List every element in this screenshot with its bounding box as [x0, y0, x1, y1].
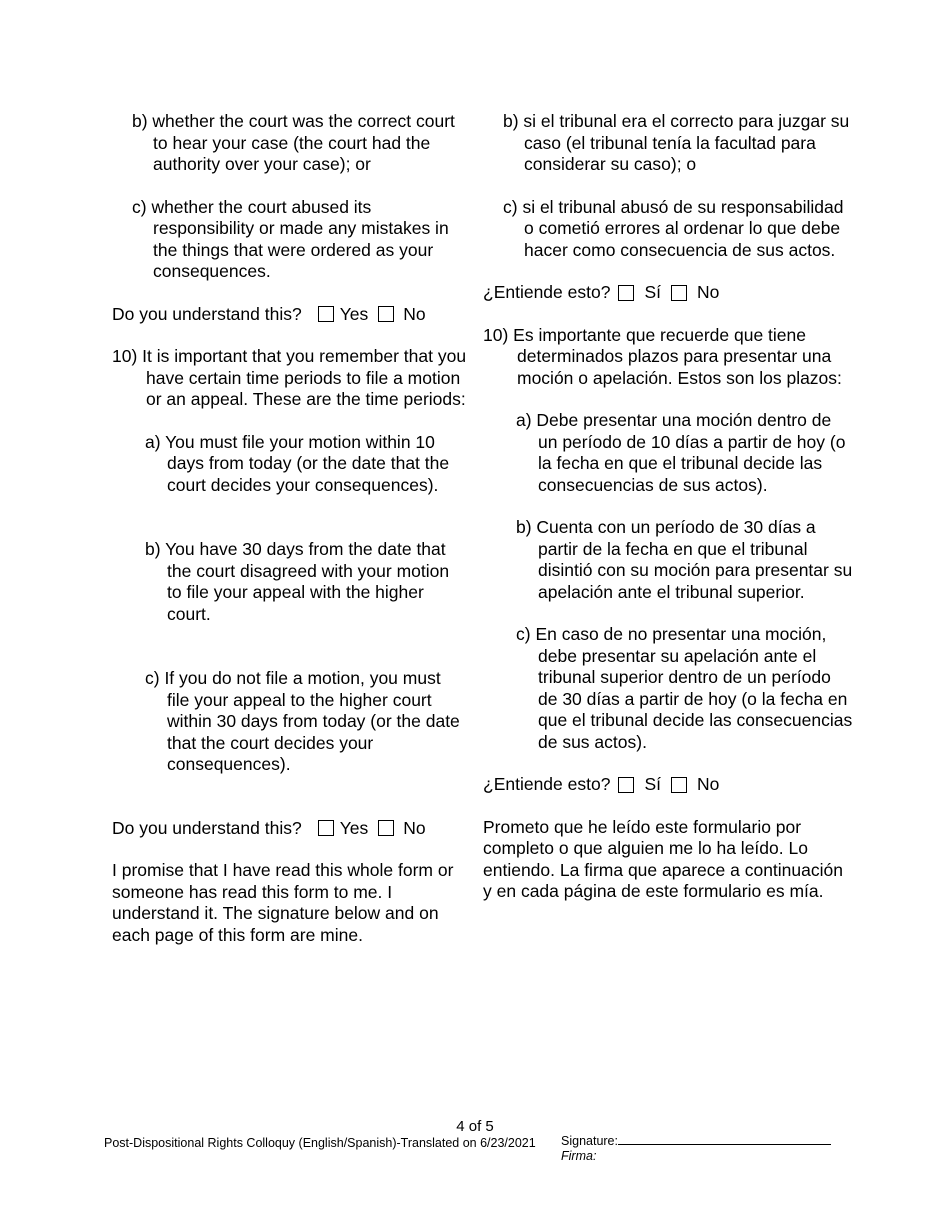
spanish-item-10a: a) Debe presentar una moción dentro de un período de 10 días a partir de hoy (o la fecha en que el tribunal decide las consecuencias de sus actos).: [516, 410, 846, 495]
english-item-10c: c) If you do not file a motion, you must file your appeal to the higher court within 30 days from today (or the date that the court decides your consequences).: [145, 668, 460, 774]
signature-line[interactable]: [618, 1133, 831, 1145]
signature-label: Signature:: [561, 1134, 618, 1148]
spanish-si-checkbox-1[interactable]: [618, 285, 634, 301]
english-item-10b: b) You have 30 days from the date that the court disagreed with your motion to file your appeal with the higher court.: [145, 539, 450, 624]
spanish-item-10b: b) Cuenta con un período de 30 días a partir de la fecha en que el tribunal disintió con su moción para presentar su apelación ante el tribunal superior.: [516, 517, 853, 602]
english-yes-label-1: Yes: [339, 303, 369, 324]
spanish-si-checkbox-2[interactable]: [618, 777, 634, 793]
english-question-2: [112, 818, 467, 840]
firma-label: Firma:: [561, 1149, 597, 1163]
spanish-question-2-label: ¿Entiende esto?: [483, 774, 611, 794]
page-number: 4 of 5: [456, 1118, 494, 1135]
english-item-c: c) whether the court abused its responsibility or made any mistakes in the things that were ordered as your consequences.: [132, 196, 449, 281]
spanish-column: [483, 111, 853, 903]
spanish-item-10c: c) En caso de no presentar una moción, debe presentar su apelación ante el tribunal superior dentro de un período de 30 días a partir de hoy (o la fecha en que el tribunal decide las consecuencias de sus actos).: [516, 624, 853, 752]
spanish-no-checkbox-2[interactable]: [671, 777, 687, 793]
english-question-1: [112, 304, 467, 326]
english-promise: I promise that I have read this whole form or someone has read this form to me. I understand it. The signature below and on each page of this form are mine.: [112, 860, 454, 945]
spanish-question-2: [483, 774, 853, 796]
spanish-question-1: [483, 282, 853, 304]
spanish-no-label-2: No: [697, 774, 720, 794]
english-no-label-1: No: [403, 303, 426, 324]
english-item-10a: a) You must file your motion within 10 days from today (or the date that the court decides your consequences).: [145, 431, 450, 495]
english-no-label-2: No: [403, 817, 426, 838]
english-yes-checkbox-2[interactable]: [318, 820, 334, 836]
english-no-checkbox-1[interactable]: [378, 306, 394, 322]
spanish-si-label-2: Sí: [644, 774, 661, 794]
english-no-checkbox-2[interactable]: [378, 820, 394, 836]
spanish-item-10: 10) Es importante que recuerde que tiene determinados plazos para presentar una moción o apelación. Estos son los plazos:: [483, 324, 842, 388]
spanish-no-label-1: No: [697, 282, 720, 302]
spanish-si-label-1: Sí: [644, 282, 661, 302]
spanish-no-checkbox-1[interactable]: [671, 285, 687, 301]
english-item-10: 10) It is important that you remember that you have certain time periods to file a motion or an appeal. These are the time periods:: [112, 346, 467, 409]
english-item-b: b) whether the court was the correct court to hear your case (the court had the authority over your case); or: [132, 111, 455, 174]
english-yes-checkbox-1[interactable]: [318, 306, 334, 322]
spanish-question-1-label: ¿Entiende esto?: [483, 282, 611, 302]
english-yes-label-2: Yes: [339, 817, 369, 838]
signature-block: [561, 1133, 831, 1164]
english-question-2-label: Do you understand this?: [112, 817, 302, 838]
spanish-item-c: c) si el tribunal abusó de su responsabilidad o cometió errores al ordenar lo que debe hacer como consecuencia de sus actos.: [503, 196, 844, 260]
spanish-promise: Prometo que he leído este formulario por completo o que alguien me lo ha leído. Lo entiendo. La firma que aparece a continuación y en cada página de este formulario es mía.: [483, 816, 843, 901]
english-question-1-label: Do you understand this?: [112, 303, 302, 324]
form-title: Post-Dispositional Rights Colloquy (English/Spanish)-Translated on 6/23/2021: [104, 1136, 536, 1150]
spanish-item-b: b) si el tribunal era el correcto para juzgar su caso (el tribunal tenía la facultad para considerar su caso); o: [503, 111, 850, 174]
english-column: [112, 111, 467, 946]
